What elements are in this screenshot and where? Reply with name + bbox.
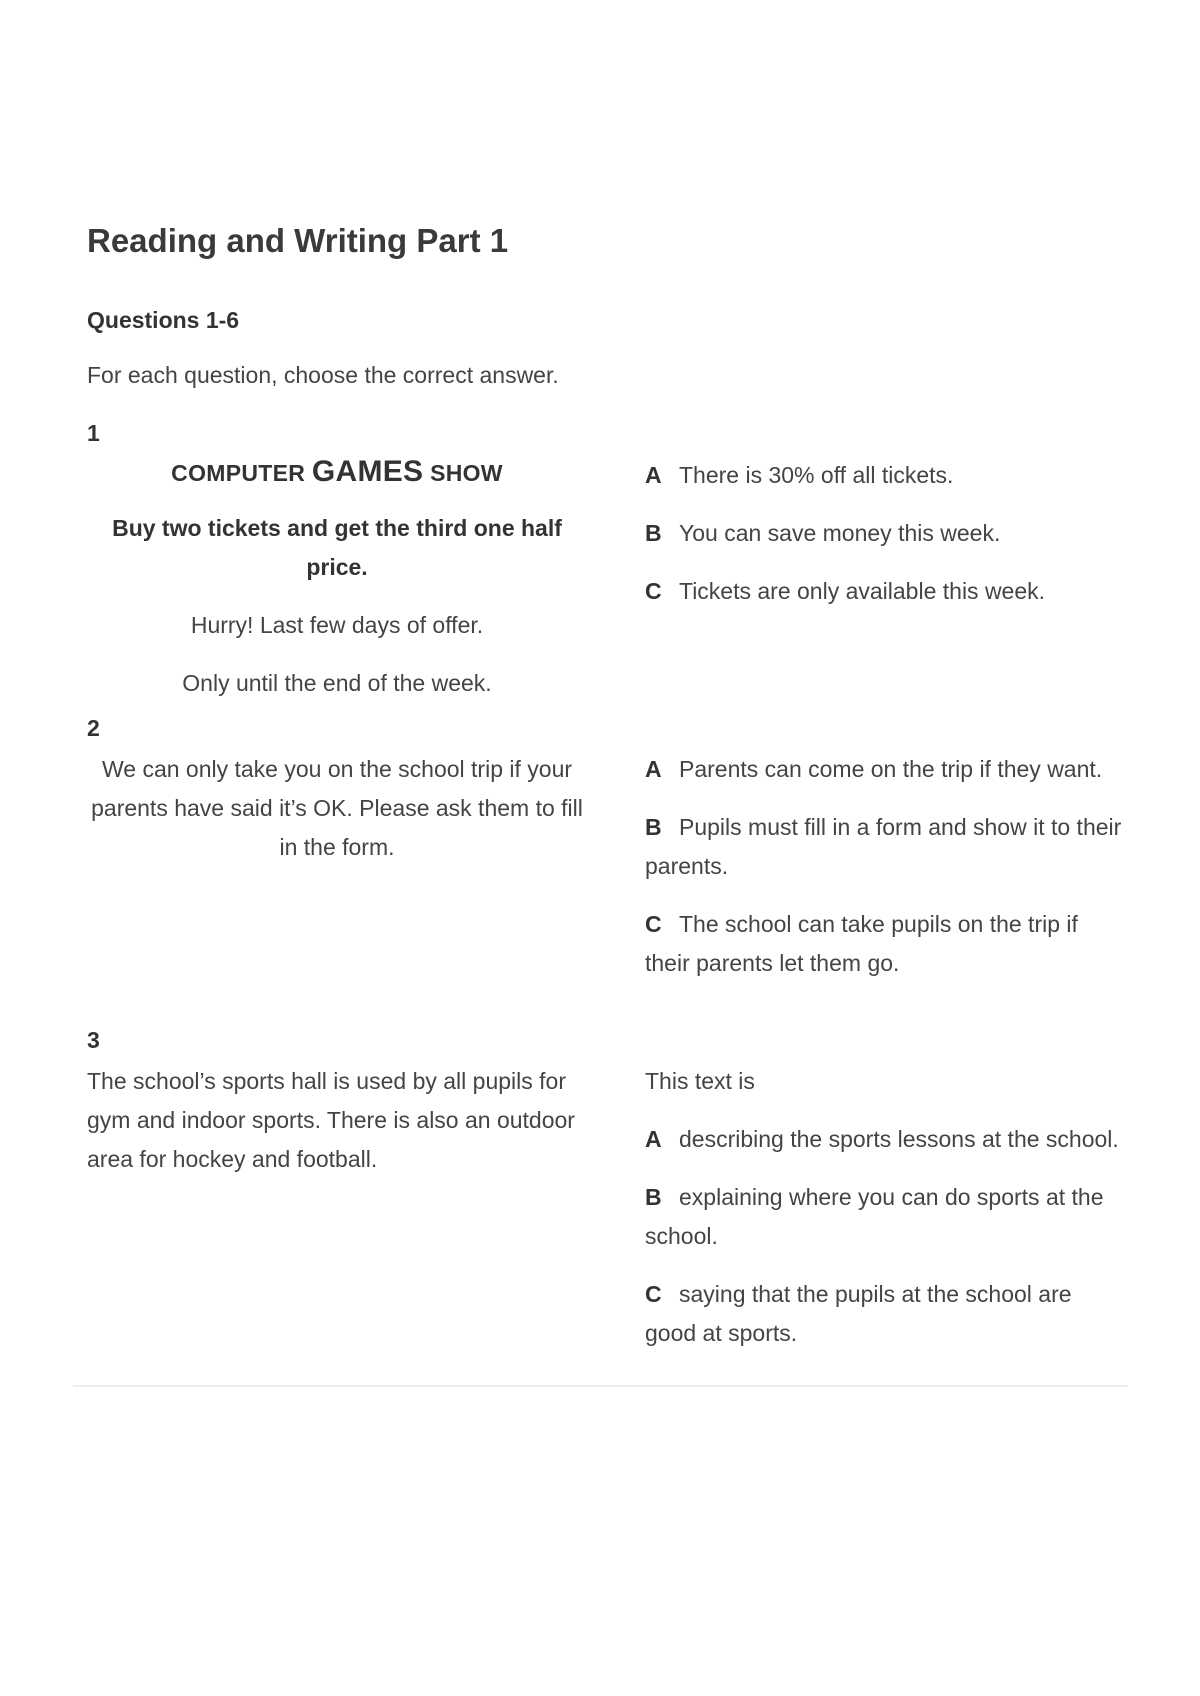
option-text: describing the sports lessons at the school. [679,1126,1119,1152]
notice-line-until: Only until the end of the week. [182,670,492,696]
options-question-2 [645,750,1125,1002]
option-text: Pupils must fill in a form and show it to their parents. [645,814,1122,879]
options-question-1 [645,456,1125,630]
option-letter: C [645,578,662,604]
option-a[interactable] [645,456,1125,495]
question-number: 2 [87,715,100,741]
option-text: There is 30% off all tickets. [679,462,954,488]
option-text: The school can take pupils on the trip if their parents let them go. [645,911,1078,976]
notice-offer: Buy two tickets and get the third one half price. [112,515,562,580]
page-title: Reading and Writing Part 1 [87,222,509,259]
option-letter: B [645,814,662,840]
option-text: saying that the pupils at the school are good at sports. [645,1281,1072,1346]
notice-heading [87,455,587,489]
option-c[interactable] [645,905,1125,983]
notice-computer-games-show [87,455,587,703]
notice-heading-post: SHOW [423,460,503,486]
notice-line-hurry: Hurry! Last few days of offer. [190,612,484,638]
option-a[interactable] [645,1120,1125,1159]
question-prompt: This text is [645,1068,755,1094]
instruction-text: For each question, choose the correct answer. [87,362,559,388]
notice-sports-hall [87,1062,587,1179]
option-text: You can save money this week. [679,520,1001,546]
notice-school-trip [87,750,587,867]
option-text: Tickets are only available this week. [679,578,1046,604]
option-letter: A [645,462,662,488]
option-text: Parents can come on the trip if they want. [679,756,1103,782]
notice-text: We can only take you on the school trip if your parents have said it’s OK. Please ask them to fill in the form. [91,756,583,860]
section-subtitle: Questions 1-6 [87,307,240,333]
notice-heading-pre: COMPUTER [171,460,312,486]
option-letter: C [645,1281,662,1307]
option-c[interactable] [645,572,1125,611]
option-b[interactable] [645,514,1125,553]
option-letter: B [645,1184,662,1210]
option-text: explaining where you can do sports at the school. [645,1184,1104,1249]
option-b[interactable] [645,1178,1125,1256]
option-letter: C [645,911,662,937]
options-question-3 [645,1062,1125,1372]
option-a[interactable] [645,750,1125,789]
option-letter: A [645,1126,662,1152]
option-c[interactable] [645,1275,1125,1353]
question-number: 3 [87,1027,100,1053]
notice-heading-big: GAMES [311,455,424,488]
bottom-divider [73,1385,1128,1387]
option-letter: B [645,520,662,546]
notice-text: The school’s sports hall is used by all pupils for gym and indoor sports. There is also an outdoor area for hockey and football. [87,1068,575,1172]
option-b[interactable] [645,808,1125,886]
option-letter: A [645,756,662,782]
question-number: 1 [87,420,100,446]
